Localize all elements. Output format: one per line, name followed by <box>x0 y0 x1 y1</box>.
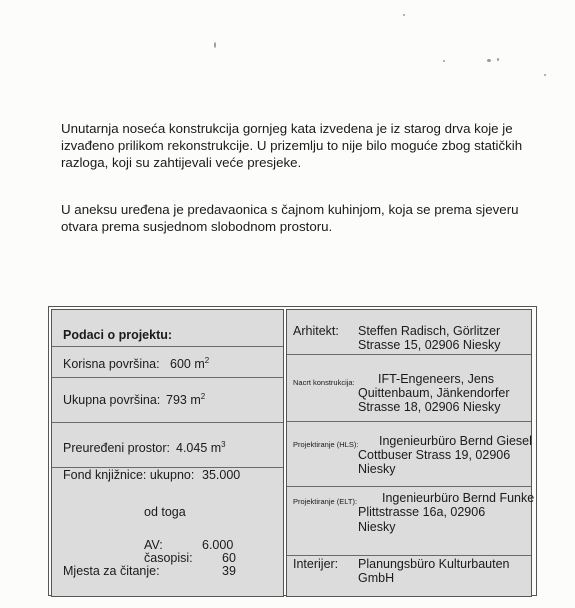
project-heading: Podaci o projektu: <box>63 328 173 342</box>
usable-area-label: Korisna površina: <box>63 357 160 371</box>
architect-line2: Strasse 15, 02906 Niesky <box>358 338 501 352</box>
total-area-value: 793 $m^2$ <box>166 392 206 407</box>
structure-line1: IFT-Engeneers, Jens <box>378 372 495 386</box>
project-heading-cell <box>52 310 283 347</box>
elt-line1: Ingenieurbüro Bernd Funke <box>382 491 535 505</box>
periodicals-label: časopisi: <box>144 551 193 565</box>
scan-speck <box>544 74 546 76</box>
hls-label: Projektiranje (HLS): <box>293 440 359 449</box>
architect-cell <box>287 310 531 355</box>
total-area-label: Ukupna površina: <box>63 393 161 407</box>
hls-cell <box>287 422 531 487</box>
periodicals-value: 60 <box>222 551 236 565</box>
usable-area-cell <box>52 347 283 378</box>
interior-cell <box>287 556 531 606</box>
paragraph-structure: Unutarnja noseća konstrukcija gornjeg kata izvedena je iz starog drva koje je izvađeno prilikom rekonstrukcije. U prizemlju to nije bilo moguće zbog statičkih razloga, koji su zahtijevali veće presjeke. <box>61 121 523 170</box>
of-which-label: od toga <box>144 505 186 519</box>
architect-label: Arhitekt: <box>293 324 339 338</box>
elt-label: Projektiranje (ELT): <box>293 497 358 506</box>
library-fund-value: 35.000 <box>202 468 241 482</box>
usable-area-value: 600 $m^2$ <box>170 356 210 371</box>
av-label: AV: <box>144 538 163 552</box>
hls-line2: Cottbuser Strass 19, 02906 <box>358 448 511 462</box>
structure-label: Nacrt konstrukcija: <box>293 378 355 387</box>
library-fund-cell <box>52 468 283 608</box>
interior-label: Interijer: <box>293 557 339 571</box>
scan-speck <box>214 42 216 48</box>
scan-speck <box>443 60 445 62</box>
scan-speck <box>487 59 491 62</box>
renovated-value: 4.045 $m^3$ <box>176 440 226 455</box>
scan-speck <box>497 58 499 61</box>
hls-line3: Niesky <box>358 462 396 476</box>
total-area-cell <box>52 378 283 423</box>
interior-line2: GmbH <box>358 571 395 585</box>
renovated-label: Preuređeni prostor: <box>63 441 171 455</box>
scan-speck <box>403 14 405 16</box>
architect-line1: Steffen Radisch, Görlitzer <box>358 324 501 338</box>
library-fund-label: Fond knjižnice: ukupno: <box>63 468 195 482</box>
paragraph-annex: U aneksu uređena je predavaonica s čajnom kuhinjom, koja se prema sjeveru otvara prema susjednom slobodnom prostoru. <box>61 202 519 234</box>
elt-line3: Niesky <box>358 520 396 534</box>
elt-line2: Plittstrasse 16a, 02906 <box>358 505 486 519</box>
project-info-table <box>48 306 537 596</box>
renovated-area-cell <box>52 423 283 468</box>
av-value: 6.000 <box>202 538 234 552</box>
project-data-column <box>51 309 284 597</box>
elt-cell <box>287 487 535 556</box>
reading-places-value: 39 <box>222 564 236 578</box>
hls-line1: Ingenieurbüro Bernd Giesel <box>379 434 532 448</box>
interior-line1: Planungsbüro Kulturbauten <box>358 557 510 571</box>
structure-line2: Quittenbaum, Jänkendorfer <box>358 386 510 400</box>
credits-column <box>286 309 535 597</box>
structure-line3: Strasse 18, 02906 Niesky <box>358 400 501 414</box>
structure-cell <box>287 355 531 422</box>
reading-places-label: Mjesta za čitanje: <box>63 564 160 578</box>
